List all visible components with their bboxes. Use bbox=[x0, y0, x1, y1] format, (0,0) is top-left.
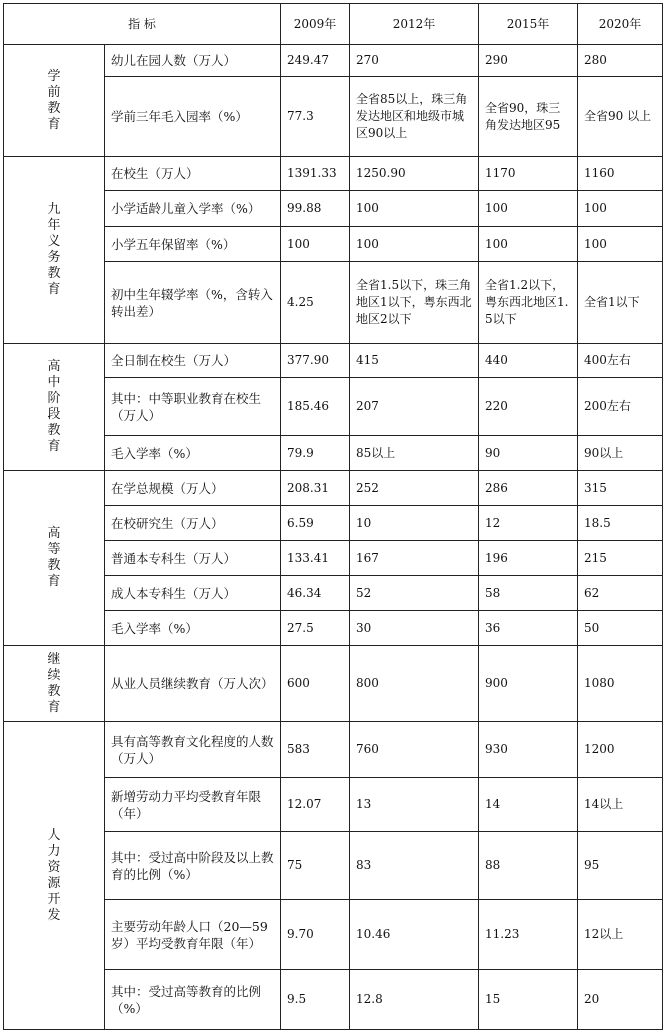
year-header-2012: 2012年 bbox=[350, 4, 479, 45]
year-header-2020: 2020年 bbox=[578, 4, 663, 45]
value-2009: 9.70 bbox=[281, 900, 350, 970]
value-2020: 14以上 bbox=[578, 778, 663, 832]
value-2012: 85以上 bbox=[350, 436, 479, 471]
category-preschool: 学前教育 bbox=[4, 45, 105, 157]
row-label: 初中生年辍学率（%，含转入转出差） bbox=[105, 262, 281, 344]
value-2020: 18.5 bbox=[578, 506, 663, 541]
row-label: 具有高等教育文化程度的人数（万人） bbox=[105, 722, 281, 778]
value-2009: 77.3 bbox=[281, 77, 350, 157]
value-2009: 1391.33 bbox=[281, 157, 350, 191]
value-2012: 全省1.5以下，珠三角地区1以下，粤东西北地区2以下 bbox=[350, 262, 479, 344]
row-label: 主要劳动年龄人口（20—59岁）平均受教育年限（年） bbox=[105, 900, 281, 970]
value-2020: 90以上 bbox=[578, 436, 663, 471]
value-2015: 290 bbox=[479, 45, 578, 77]
value-2015: 900 bbox=[479, 646, 578, 722]
value-2015: 196 bbox=[479, 541, 578, 576]
value-2020: 50 bbox=[578, 611, 663, 646]
value-2020: 全省1以下 bbox=[578, 262, 663, 344]
row-label: 其中：受过高等教育的比例（%） bbox=[105, 970, 281, 1030]
value-2020: 100 bbox=[578, 191, 663, 227]
table-row bbox=[4, 157, 663, 191]
value-2020: 1200 bbox=[578, 722, 663, 778]
value-2020: 215 bbox=[578, 541, 663, 576]
value-2020: 95 bbox=[578, 832, 663, 900]
value-2015: 88 bbox=[479, 832, 578, 900]
education-indicators-table bbox=[3, 3, 663, 1030]
value-2015: 220 bbox=[479, 378, 578, 436]
value-2009: 185.46 bbox=[281, 378, 350, 436]
year-header-2009: 2009年 bbox=[281, 4, 350, 45]
table-row bbox=[4, 722, 663, 778]
value-2012: 167 bbox=[350, 541, 479, 576]
indicator-header: 指 标 bbox=[4, 4, 281, 45]
table-row bbox=[4, 471, 663, 506]
value-2009: 9.5 bbox=[281, 970, 350, 1030]
value-2015: 100 bbox=[479, 191, 578, 227]
value-2020: 1080 bbox=[578, 646, 663, 722]
value-2015: 11.23 bbox=[479, 900, 578, 970]
value-2012: 800 bbox=[350, 646, 479, 722]
value-2009: 75 bbox=[281, 832, 350, 900]
header-row bbox=[4, 4, 663, 45]
row-label: 幼儿在园人数（万人） bbox=[105, 45, 281, 77]
value-2009: 79.9 bbox=[281, 436, 350, 471]
row-label: 在校研究生（万人） bbox=[105, 506, 281, 541]
value-2020: 62 bbox=[578, 576, 663, 611]
value-2012: 全省85以上，珠三角发达地区和地级市城区90以上 bbox=[350, 77, 479, 157]
row-label: 新增劳动力平均受教育年限（年） bbox=[105, 778, 281, 832]
value-2009: 12.07 bbox=[281, 778, 350, 832]
value-2009: 4.25 bbox=[281, 262, 350, 344]
value-2015: 1170 bbox=[479, 157, 578, 191]
value-2009: 600 bbox=[281, 646, 350, 722]
row-label: 普通本专科生（万人） bbox=[105, 541, 281, 576]
row-label: 毛入学率（%） bbox=[105, 436, 281, 471]
row-label: 在学总规模（万人） bbox=[105, 471, 281, 506]
row-label: 在校生（万人） bbox=[105, 157, 281, 191]
row-label: 小学五年保留率（%） bbox=[105, 227, 281, 262]
value-2015: 440 bbox=[479, 344, 578, 378]
year-header-2015: 2015年 bbox=[479, 4, 578, 45]
value-2015: 15 bbox=[479, 970, 578, 1030]
value-2020: 100 bbox=[578, 227, 663, 262]
value-2009: 27.5 bbox=[281, 611, 350, 646]
value-2015: 全省1.2以下，粤东西北地区1.5以下 bbox=[479, 262, 578, 344]
category-high-school: 高中阶段教育 bbox=[4, 344, 105, 471]
value-2009: 377.90 bbox=[281, 344, 350, 378]
value-2012: 415 bbox=[350, 344, 479, 378]
category-compulsory: 九年义务教育 bbox=[4, 157, 105, 344]
table-row bbox=[4, 646, 663, 722]
row-label: 全日制在校生（万人） bbox=[105, 344, 281, 378]
value-2020: 200左右 bbox=[578, 378, 663, 436]
value-2009: 208.31 bbox=[281, 471, 350, 506]
value-2012: 1250.90 bbox=[350, 157, 479, 191]
value-2015: 全省90，珠三角发达地区95 bbox=[479, 77, 578, 157]
value-2020: 12以上 bbox=[578, 900, 663, 970]
value-2009: 100 bbox=[281, 227, 350, 262]
value-2020: 280 bbox=[578, 45, 663, 77]
value-2015: 14 bbox=[479, 778, 578, 832]
value-2009: 249.47 bbox=[281, 45, 350, 77]
row-label: 毛入学率（%） bbox=[105, 611, 281, 646]
value-2015: 286 bbox=[479, 471, 578, 506]
value-2020: 全省90 以上 bbox=[578, 77, 663, 157]
value-2012: 760 bbox=[350, 722, 479, 778]
value-2009: 46.34 bbox=[281, 576, 350, 611]
value-2012: 252 bbox=[350, 471, 479, 506]
category-human-resources: 人力资源开发 bbox=[4, 722, 105, 1030]
value-2012: 12.8 bbox=[350, 970, 479, 1030]
row-label: 其中：受过高中阶段及以上教育的比例（%） bbox=[105, 832, 281, 900]
category-higher-education: 高等教育 bbox=[4, 471, 105, 646]
value-2015: 58 bbox=[479, 576, 578, 611]
value-2012: 207 bbox=[350, 378, 479, 436]
value-2015: 36 bbox=[479, 611, 578, 646]
value-2020: 20 bbox=[578, 970, 663, 1030]
value-2015: 12 bbox=[479, 506, 578, 541]
value-2009: 99.88 bbox=[281, 191, 350, 227]
value-2015: 100 bbox=[479, 227, 578, 262]
table-row bbox=[4, 344, 663, 378]
value-2020: 315 bbox=[578, 471, 663, 506]
value-2015: 930 bbox=[479, 722, 578, 778]
value-2012: 83 bbox=[350, 832, 479, 900]
value-2015: 90 bbox=[479, 436, 578, 471]
value-2009: 6.59 bbox=[281, 506, 350, 541]
value-2020: 1160 bbox=[578, 157, 663, 191]
value-2012: 270 bbox=[350, 45, 479, 77]
value-2012: 52 bbox=[350, 576, 479, 611]
row-label: 其中：中等职业教育在校生（万人） bbox=[105, 378, 281, 436]
value-2012: 10 bbox=[350, 506, 479, 541]
row-label: 从业人员继续教育（万人次） bbox=[105, 646, 281, 722]
value-2009: 583 bbox=[281, 722, 350, 778]
value-2012: 13 bbox=[350, 778, 479, 832]
row-label: 成人本专科生（万人） bbox=[105, 576, 281, 611]
value-2009: 133.41 bbox=[281, 541, 350, 576]
value-2012: 30 bbox=[350, 611, 479, 646]
value-2012: 10.46 bbox=[350, 900, 479, 970]
table-row bbox=[4, 45, 663, 77]
value-2020: 400左右 bbox=[578, 344, 663, 378]
value-2012: 100 bbox=[350, 227, 479, 262]
row-label: 小学适龄儿童入学率（%） bbox=[105, 191, 281, 227]
value-2012: 100 bbox=[350, 191, 479, 227]
row-label: 学前三年毛入园率（%） bbox=[105, 77, 281, 157]
category-continuing-education: 继续教育 bbox=[4, 646, 105, 722]
